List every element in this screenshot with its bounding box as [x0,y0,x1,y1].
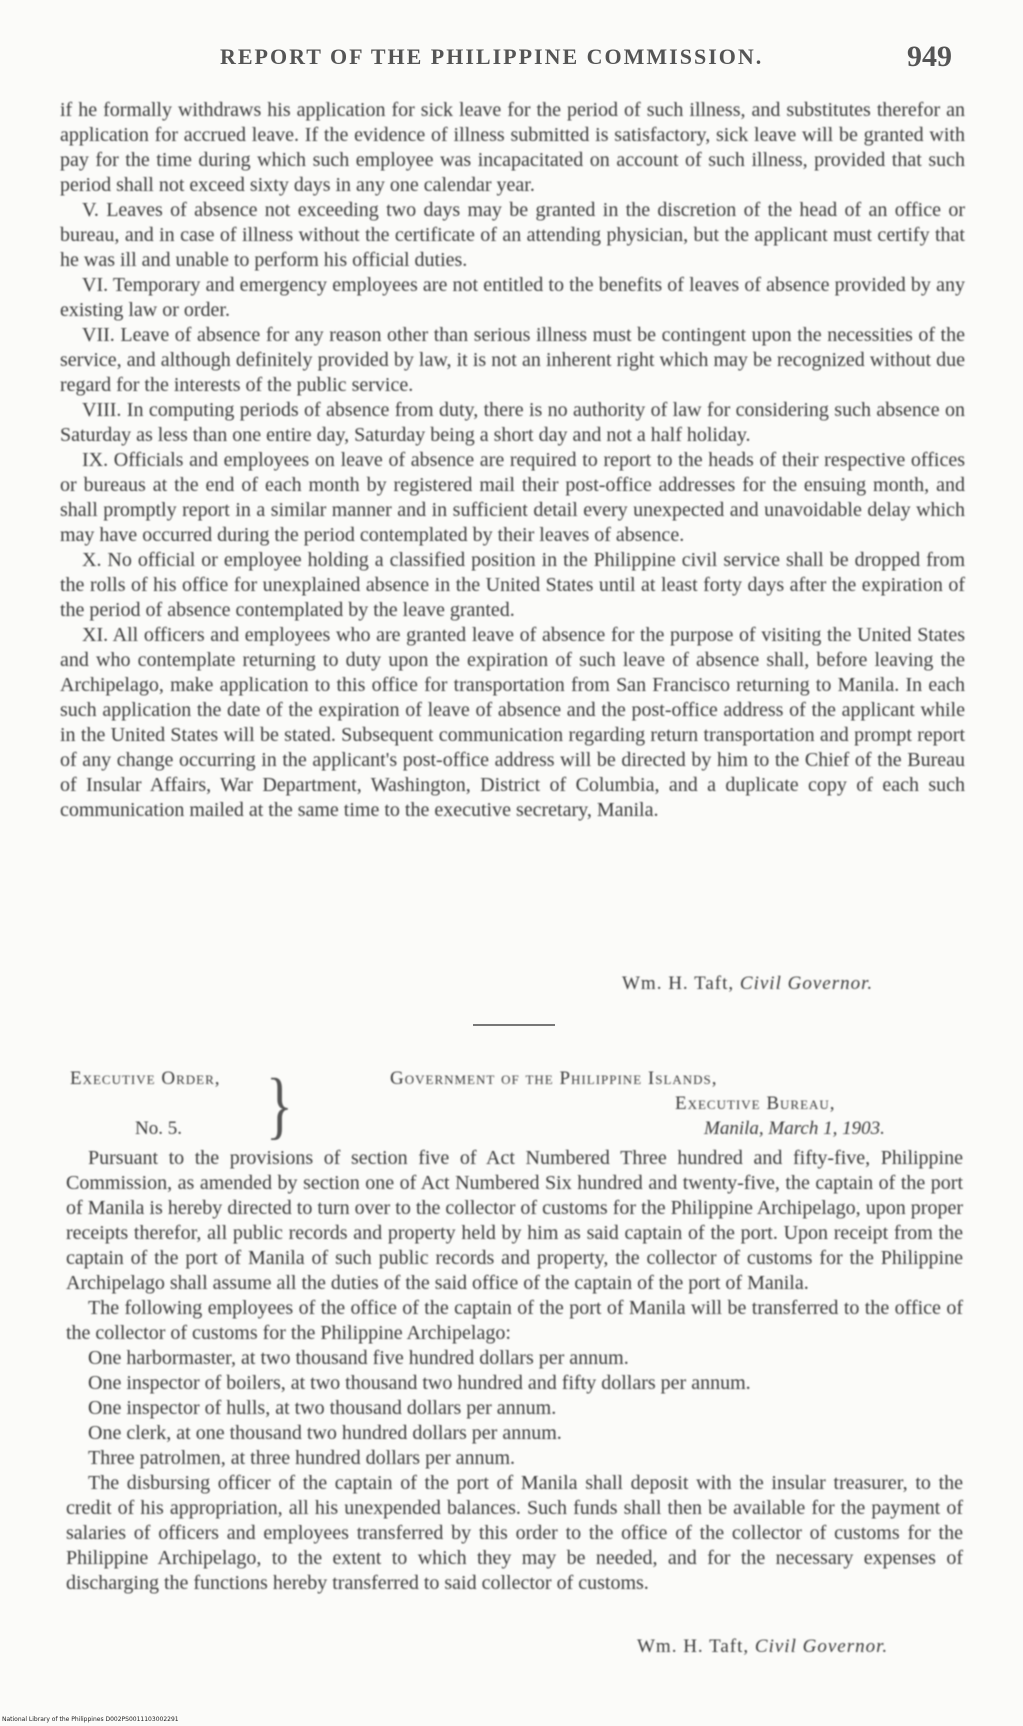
page-header [210,40,970,80]
employee-list-item: Three patrolmen, at three hundred dollars per annum. [88,1447,516,1469]
bureau-name: Executive Bureau, [675,1093,836,1114]
scan-identifier: National Library of the Philippines D002PS0011103002291 [2,1716,179,1723]
paragraph: VI. Temporary and emergency employees are not entitled to the benefits of leaves of absence provided by any existing law or order. [60,274,965,321]
government-name: Government of the Philippine Islands, [390,1068,718,1089]
order-label: Executive Order, [70,1068,221,1089]
executive-order-text [66,1146,963,1596]
signature-1 [622,973,873,995]
employee-list-item: One clerk, at one thousand two hundred dollars per annum. [88,1422,562,1444]
paragraph: The following employees of the office of the captain of the port of Manila will be transferred to the office of the collector of customs for the Philippine Archipelago: [66,1297,963,1344]
paragraph: IX. Officials and employees on leave of absence are required to report to the heads of their respective offices or bureaus at the end of each month by registered mail their post-office addresses for the ensuing month, and shall promptly report in a similar manner and in sufficient detail every unexpected and unavoidable delay which may have occurred during the period contemplated by their leaves of absence. [60,449,965,546]
employee-list-item: One inspector of boilers, at two thousand two hundred and fifty dollars per annum. [88,1372,751,1394]
signature-2 [637,1636,888,1658]
paragraph: VII. Leave of absence for any reason other than serious illness must be contingent upon the necessities of the service, and although definitely provided by law, it is not an inherent right which may be recognized without due regard for the interests of the public service. [60,324,965,396]
paragraph: Pursuant to the provisions of section five of Act Numbered Three hundred and fifty-five, Philippine Commission, as amended by section one of Act Numbered Six hundred and twenty-five, the captain of the port of Manila is hereby directed to turn over to the collector of customs for the Philippine Archipelago, upon proper receipts therefor, all public records and property held by him as said captain of the port. Upon receipt from the captain of the port of Manila of such public records and property, the collector of customs for the Philippine Archipelago shall assume all the duties of the said office of the captain of the port of Manila. [66,1147,963,1294]
page-number: 949 [907,40,952,73]
signature-title: Civil Governor. [739,973,874,994]
signature-title: Civil Governor. [754,1636,889,1657]
leave-regulations-text [60,98,965,823]
paragraph: X. No official or employee holding a classified position in the Philippine civil service shall be dropped from the rolls of his office for unexplained absence in the United States until at least forty days after the expiration of the period of absence contemplated by the leave granted. [60,549,965,621]
signature-name: Wm. H. Taft, [622,973,735,994]
paragraph: The disbursing officer of the captain of the port of Manila shall deposit with the insular treasurer, to the credit of his appropriation, all his unexpended balances. Such funds shall then be available for the payment of salaries of officers and employees transferred by this order to the office of the collector of customs for the Philippine Archipelago, to the extent to which they may be needed, and for the necessary expenses of discharging the functions hereby transferred to said collector of customs. [66,1472,963,1594]
paragraph: V. Leaves of absence not exceeding two days may be granted in the discretion of the head of an office or bureau, and in case of illness without the certificate of an attending physician, but the applicant must certify that he was ill and unable to perform his official duties. [60,199,965,271]
running-title: REPORT OF THE PHILIPPINE COMMISSION. [220,44,764,69]
paragraph: VIII. In computing periods of absence from duty, there is no authority of law for considering such absence on Saturday as less than one entire day, Saturday being a short day and not a half holiday. [60,399,965,446]
paragraph: XI. All officers and employees who are granted leave of absence for the purpose of visiting the United States and who contemplate returning to duty upon the expiration of such leave of absence shall, before leaving the Archipelago, make application to this office for transportation from San Francisco returning to Manila. In each such application the date of the expiration of leave of absence and the post-office address of the applicant while in the United States will be stated. Subsequent communication regarding return transportation and prompt report of any change occurring in the applicant's post-office address will be directed by him to the Chief of the Bureau of Insular Affairs, War Department, Washington, District of Columbia, and a duplicate copy of each such communication mailed at the same time to the executive secretary, Manila. [60,624,965,821]
executive-order-heading [70,1063,970,1148]
employee-list-item: One harbormaster, at two thousand five hundred dollars per annum. [88,1347,629,1369]
brace-glyph: } [266,1063,293,1148]
signature-name: Wm. H. Taft, [637,1636,750,1657]
order-number: No. 5. [135,1118,182,1139]
paragraph: if he formally withdraws his application for sick leave for the period of such illness, and substitutes therefor an application for accrued leave. If the evidence of illness submitted is satisfactory, sick leave will be granted with pay for the time during which such employee was incapacitated on account of such illness, provided that such period shall not exceed sixty days in any one calendar year. [60,99,965,196]
employee-list-item: One inspector of hulls, at two thousand dollars per annum. [88,1397,557,1419]
order-date: Manila, March 1, 1903. [704,1118,885,1139]
section-divider [473,1024,555,1026]
